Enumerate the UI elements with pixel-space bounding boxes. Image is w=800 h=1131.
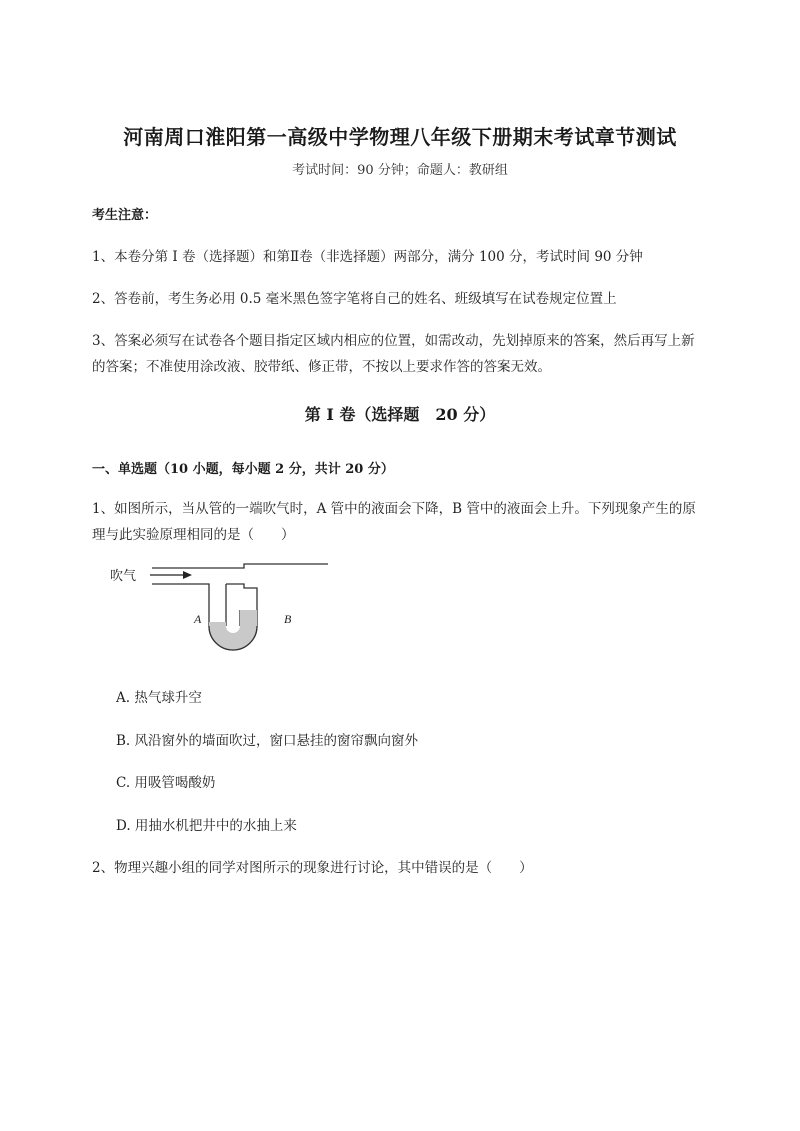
notice-heading: 考生注意：: [92, 208, 158, 223]
tube-a-label: A: [194, 612, 202, 626]
notice-item: 1、本卷分第 I 卷（选择题）和第Ⅱ卷（非选择题）两部分，满分 100 分，考试时间 90 分钟: [92, 249, 643, 265]
notice-item: 3、答案必须写在试卷各个题目指定区域内相应的位置，如需改动，先划掉原来的答案，然后再写上新: [92, 333, 695, 349]
blow-label: 吹气: [110, 568, 137, 583]
question-1-option-b[interactable]: B. 风沿窗外的墙面吹过，窗口悬挂的窗帘飘向窗外: [116, 733, 419, 749]
notice-item-continued: 的答案；不准使用涂改液、胶带纸、修正带，不按以上要求作答的答案无效。: [92, 359, 551, 375]
question-2-stem: 2、物理兴趣小组的同学对图所示的现象进行讨论，其中错误的是（ ）: [92, 860, 533, 876]
notice-item: 2、答卷前，考生务必用 0.5 毫米黑色签字笔将自己的姓名、班级填写在试卷规定位置上: [92, 291, 617, 307]
section-title: 第 I 卷（选择题 20 分）: [304, 405, 496, 424]
u-tube-figure: [108, 558, 340, 662]
part-heading: 一、单选题（10 小题，每小题 2 分，共计 20 分）: [92, 462, 394, 477]
question-1-stem-continued: 理与此实验原理相同的是（ ）: [92, 527, 295, 543]
page-title: 河南周口淮阳第一高级中学物理八年级下册期末考试章节测试: [123, 125, 677, 149]
question-1-stem: 1、如图所示，当从管的一端吹气时，A 管中的液面会下降，B 管中的液面会上升。下列现象产生的原: [92, 501, 696, 517]
question-1-option-c[interactable]: C. 用吸管喝酸奶: [116, 775, 216, 791]
exam-info: 考试时间：90 分钟；命题人：教研组: [292, 163, 508, 178]
question-1-option-a[interactable]: A. 热气球升空: [116, 690, 202, 706]
tube-b-label: B: [284, 612, 292, 626]
question-1-option-d[interactable]: D. 用抽水机把井中的水抽上来: [116, 818, 297, 834]
